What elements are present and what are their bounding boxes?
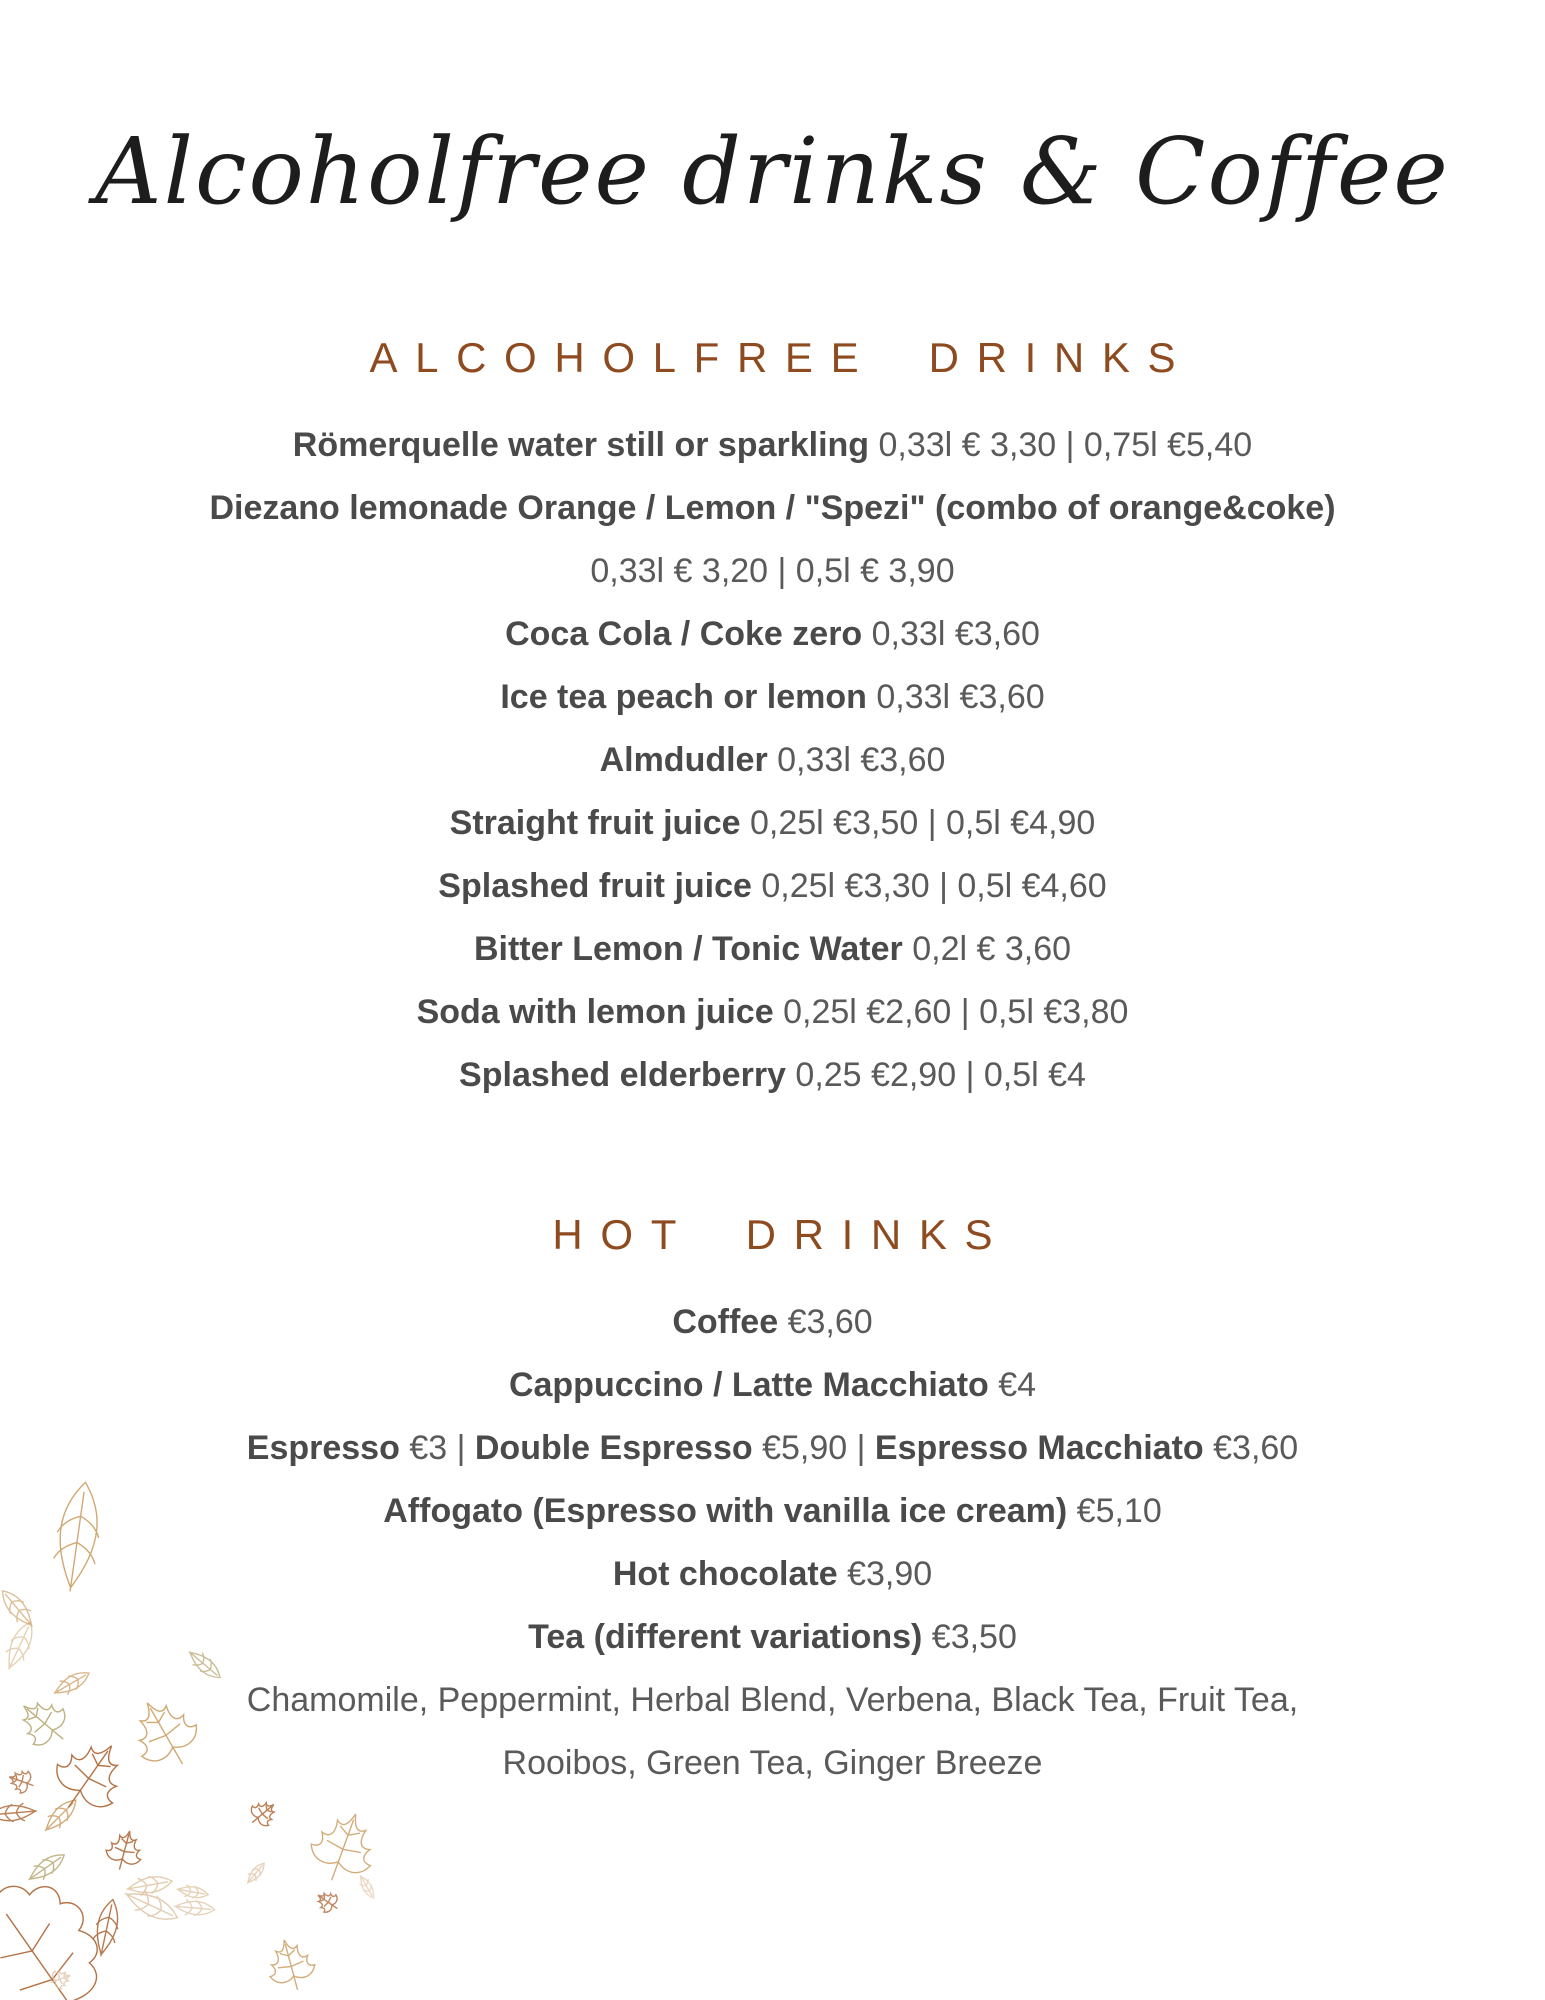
autumn-leaf-icon (0, 1618, 40, 1674)
menu-item (83, 603, 1463, 666)
menu-item (83, 1417, 1463, 1480)
item-name: Coca Cola / Coke zero (505, 614, 863, 653)
autumn-leaf-icon (90, 1897, 124, 1958)
menu-item (83, 1044, 1463, 1107)
item-name: Soda with lemon juice (416, 992, 774, 1031)
item-name: Straight fruit juice (449, 803, 741, 842)
item-name: Double Espresso (474, 1428, 753, 1467)
menu-item (83, 1480, 1463, 1543)
menu-content (58, 0, 1488, 1795)
item-price: €5,90 | (752, 1428, 875, 1467)
item-price: 0,2l € 3,60 (902, 929, 1072, 968)
item-name: Cappuccino / Latte Macchiato (508, 1365, 989, 1404)
menu-item (83, 414, 1463, 477)
item-name: Hot chocolate (612, 1554, 838, 1593)
autumn-leaf-icon (0, 1585, 39, 1632)
item-price: 0,25l €3,50 | 0,5l €4,90 (740, 803, 1096, 842)
autumn-leaf-icon (125, 1872, 174, 1897)
item-price: €4 (988, 1365, 1037, 1404)
menu-item (83, 918, 1463, 981)
item-price: 0,25 €2,90 | 0,5l €4 (785, 1055, 1086, 1094)
item-name: Espresso (246, 1428, 400, 1467)
menu-item (173, 477, 1373, 603)
menu-sections (58, 334, 1488, 1795)
item-price: €3,60 (778, 1302, 873, 1341)
menu-item (83, 981, 1463, 1044)
item-price: 0,33l €3,60 (767, 740, 946, 779)
autumn-leaf-icon (312, 1887, 343, 1918)
autumn-leaf-icon (47, 1967, 73, 1992)
menu-item (83, 1291, 1463, 1354)
menu-item (238, 1669, 1308, 1795)
autumn-leaf-icon (120, 1883, 182, 1927)
autumn-leaf-icon (176, 1883, 210, 1900)
item-price: €3 | (399, 1428, 475, 1467)
menu-item (83, 1354, 1463, 1417)
item-name: Römerquelle water still or sparkling (292, 425, 870, 464)
item-name: Splashed fruit juice (438, 866, 752, 905)
autumn-leaf-icon (102, 1826, 147, 1874)
section-heading-hot-drinks: HOT DRINKS (552, 1210, 1011, 1258)
item-price: €3,60 (1203, 1428, 1299, 1467)
item-name: Tea (different variations) (528, 1617, 923, 1656)
item-name: Coffee (672, 1302, 779, 1341)
section-heading-alcoholfree-drinks: ALCOHOLFREE DRINKS (369, 333, 1194, 381)
autumn-leaf-icon (173, 1898, 215, 1917)
item-name: Diezano lemonade Orange / Lemon / "Spezi" (combo of orange&coke) (209, 488, 1336, 527)
menu-title: Alcoholfree drinks & Coffee (95, 118, 1450, 225)
item-name: Espresso Macchiato (874, 1428, 1204, 1467)
menu-item (83, 1606, 1463, 1669)
item-price: 0,33l € 3,30 | 0,75l €5,40 (869, 425, 1253, 464)
item-name: Affogato (Espresso with vanilla ice cream) (383, 1491, 1068, 1530)
autumn-leaf-icon (0, 1860, 135, 2000)
item-price: €5,10 (1067, 1491, 1162, 1530)
item-name: Bitter Lemon / Tonic Water (473, 929, 903, 968)
autumn-leaf-icon (356, 1873, 378, 1901)
item-price: €3,50 (922, 1617, 1017, 1656)
autumn-leaf-icon (0, 1802, 38, 1824)
autumn-leaf-icon (262, 1934, 320, 1996)
menu-item (83, 729, 1463, 792)
item-name: Splashed elderberry (459, 1055, 786, 1094)
menu-item-list (58, 414, 1488, 1107)
item-price: €3,90 (837, 1554, 933, 1593)
menu-item (83, 792, 1463, 855)
autumn-leaf-icon (5, 1766, 37, 1797)
autumn-leaf-icon (24, 1848, 69, 1886)
autumn-leaf-icon (302, 1803, 385, 1891)
menu-item (83, 855, 1463, 918)
autumn-leaf-icon (244, 1795, 282, 1832)
menu-item-list (58, 1291, 1488, 1795)
item-price: Chamomile, Peppermint, Herbal Blend, Verbena, Black Tea, Fruit Tea, Rooibos, Green Tea, Ginger Breeze (246, 1680, 1299, 1782)
item-price: 0,33l €3,60 (866, 677, 1045, 716)
autumn-leaf-icon (39, 1794, 81, 1836)
item-name: Almdudler (599, 740, 768, 779)
menu-item (83, 1543, 1463, 1606)
menu-item (83, 666, 1463, 729)
item-name: Ice tea peach or lemon (500, 677, 867, 716)
autumn-leaf-icon (244, 1860, 268, 1886)
item-price: 0,33l € 3,20 | 0,5l € 3,90 (590, 551, 955, 590)
item-price: 0,33l €3,60 (862, 614, 1040, 653)
item-price: 0,25l €2,60 | 0,5l €3,80 (773, 992, 1129, 1031)
item-price: 0,25l €3,30 | 0,5l €4,60 (751, 866, 1107, 905)
